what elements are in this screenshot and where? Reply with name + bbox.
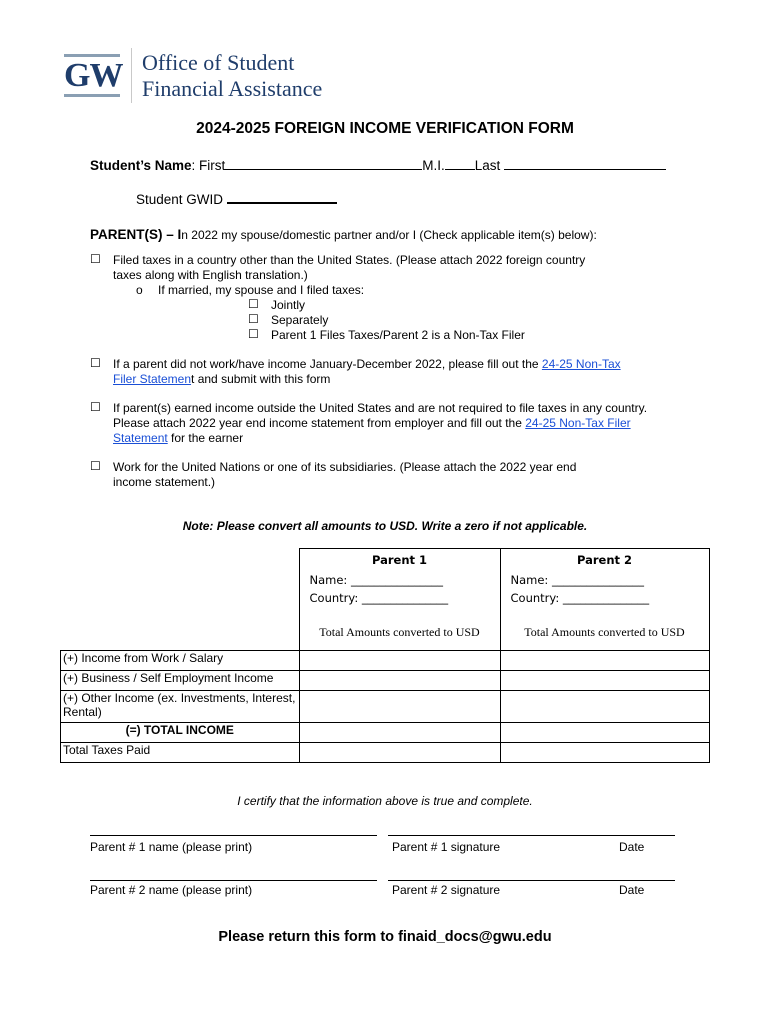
parent1-work-income-cell[interactable] — [299, 651, 500, 671]
parent1-name-field[interactable]: Name: ________________ — [309, 573, 443, 587]
usd-note: Note: Please convert all amounts to USD. Write a zero if not applicable. — [182, 519, 588, 533]
checkbox-parent1-files[interactable]: ☐ — [248, 327, 259, 341]
parent1-header-cell — [299, 549, 500, 651]
last-name-field[interactable] — [504, 157, 666, 170]
table-row-label: (=) TOTAL INCOME — [61, 723, 300, 743]
checkbox-separately[interactable]: ☐ — [248, 312, 259, 326]
item-outside-us-line1: If parent(s) earned income outside the United States and are not required to file taxes in any country. — [113, 401, 648, 415]
checkbox-no-income[interactable]: ☐ — [90, 356, 101, 370]
logo-bar-bottom — [64, 94, 120, 97]
parent2-header-cell — [500, 549, 709, 651]
option-parent1-files: Parent 1 Files Taxes/Parent 2 is a Non-Tax Filer — [271, 328, 525, 342]
checkbox-filed-taxes[interactable]: ☐ — [90, 252, 101, 266]
office-name-line2: Financial Assistance — [142, 76, 323, 101]
parent2-work-income-cell[interactable] — [500, 651, 709, 671]
option-separately: Separately — [271, 313, 329, 327]
gwid-field[interactable] — [227, 190, 337, 204]
link-non-tax-filer-2[interactable]: 24-25 Non-Tax Filer — [525, 416, 631, 430]
parent2-usd-label: Total Amounts converted to USD — [524, 625, 685, 639]
first-name-field[interactable] — [225, 157, 422, 170]
certify-statement: I certify that the information above is true and complete. — [237, 794, 533, 808]
student-name-row: Student’s Name: First M.I. Last — [90, 157, 666, 173]
parent2-name-label: Parent # 2 name (please print) — [90, 883, 253, 897]
link-non-tax-filer-1b[interactable]: Filer Statemen — [113, 372, 192, 386]
parent2-name-field[interactable]: Name: ________________ — [510, 573, 644, 587]
parent1-business-income-cell[interactable] — [299, 671, 500, 691]
parent2-header: Parent 2 — [576, 553, 633, 567]
checkbox-income-outside-us[interactable]: ☐ — [90, 400, 101, 414]
item-filed-taxes-line2: taxes along with English translation.) — [113, 268, 308, 282]
table-row-label: Total Taxes Paid — [61, 743, 300, 763]
mi-field[interactable] — [445, 157, 475, 170]
item-outside-us-line3: Statement for the earner — [113, 431, 244, 445]
parent1-name-line[interactable] — [90, 835, 377, 836]
table-row-label: (+) Business / Self Employment Income — [61, 671, 300, 691]
parent1-date-label: Date — [619, 840, 645, 854]
sub-bullet: o — [136, 283, 143, 297]
parents-intro: PARENT(S) – In 2022 my spouse/domestic partner and/or I (Check applicable item(s) below): — [90, 227, 597, 242]
link-non-tax-filer-2b[interactable]: Statement — [113, 431, 168, 445]
return-instructions: Please return this form to finaid_docs@gwu.edu — [218, 929, 552, 945]
parent1-taxes-paid-cell[interactable] — [299, 743, 500, 763]
parent2-signature-label: Parent # 2 signature — [392, 883, 501, 897]
link-non-tax-filer-1[interactable]: 24-25 Non-Tax — [541, 357, 621, 371]
office-name-line1: Office of Student — [142, 50, 295, 75]
parent1-signature-line[interactable] — [388, 835, 675, 836]
item-un-line1: Work for the United Nations or one of its subsidiaries. (Please attach the 2022 year end — [113, 460, 577, 474]
parent2-business-income-cell[interactable] — [500, 671, 709, 691]
item-outside-us-line2: Please attach 2022 year end income statement from employer and fill out the 24-25 Non-Tax Filer — [113, 416, 631, 430]
item-no-income-line1: If a parent did not work/have income January-December 2022, please fill out the 24-25 Non-Tax — [113, 357, 621, 371]
income-table — [60, 548, 710, 763]
parent2-name-line[interactable] — [90, 880, 377, 881]
parent2-total-income-cell[interactable] — [500, 723, 709, 743]
parent1-usd-label: Total Amounts converted to USD — [319, 625, 480, 639]
parent2-other-income-cell[interactable] — [500, 691, 709, 723]
parent2-date-label: Date — [619, 883, 645, 897]
parent2-country-field[interactable]: Country: _______________ — [510, 591, 650, 605]
parent2-signature-line[interactable] — [388, 880, 675, 881]
logo-divider — [131, 48, 132, 103]
parent1-header: Parent 1 — [371, 553, 428, 567]
student-name-label: Student’s Name — [90, 158, 192, 173]
parent1-country-field[interactable]: Country: _______________ — [309, 591, 449, 605]
form-title: 2024-2025 FOREIGN INCOME VERIFICATION FORM — [196, 120, 574, 137]
checkbox-jointly[interactable]: ☐ — [248, 297, 259, 311]
checkbox-united-nations[interactable]: ☐ — [90, 459, 101, 473]
item-no-income-line2: Filer Statement and submit with this form — [113, 372, 331, 386]
table-row-label: (+) Income from Work / Salary — [61, 651, 300, 671]
item-un-line2: income statement.) — [113, 475, 216, 489]
parent1-other-income-cell[interactable] — [299, 691, 500, 723]
parent1-signature-label: Parent # 1 signature — [392, 840, 501, 854]
gwid-row: Student GWID — [136, 190, 337, 207]
parent2-taxes-paid-cell[interactable] — [500, 743, 709, 763]
table-row-label: (+) Other Income (ex. Investments, Interest, Rental) — [61, 691, 300, 723]
married-filed-label: If married, my spouse and I filed taxes: — [158, 283, 365, 297]
gw-logo: GW — [64, 57, 123, 94]
item-filed-taxes-line1: Filed taxes in a country other than the United States. (Please attach 2022 foreign country — [113, 253, 586, 267]
parent1-total-income-cell[interactable] — [299, 723, 500, 743]
option-jointly: Jointly — [271, 298, 306, 312]
table-corner — [61, 549, 300, 651]
parent1-name-label: Parent # 1 name (please print) — [90, 840, 253, 854]
